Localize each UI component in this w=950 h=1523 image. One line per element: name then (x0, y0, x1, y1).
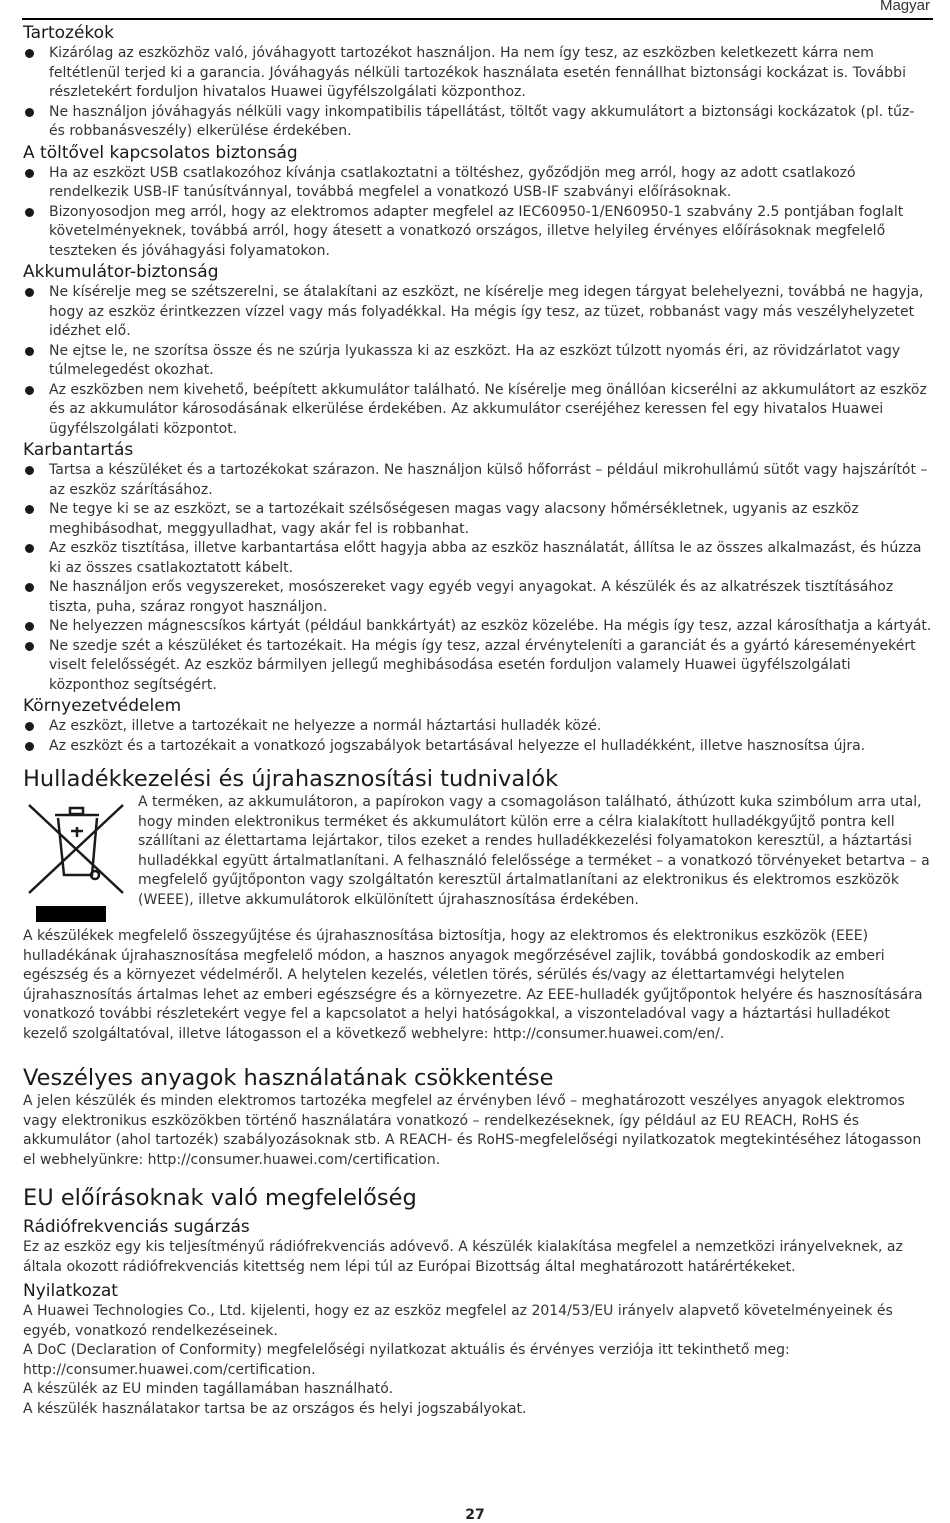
section-title-charger-safety: A töltővel kapcsolatos biztonság (23, 142, 298, 163)
section-title-hazardous-substances: Veszélyes anyagok használatának csökkentése (23, 1065, 554, 1091)
accessories-list (23, 44, 933, 142)
declaration-line: A DoC (Declaration of Conformity) megfelelőségi nyilatkozat aktuális és érvényes verziója itt tekinthető meg: http://consumer.huawei.com/certification. (23, 1342, 790, 1378)
section-title-eu-compliance: EU előírásoknak való megfelelőség (23, 1185, 417, 1211)
rf-exposure-body: Ez az eszköz egy kis teljesítményű rádiófrekvenciás adóvevő. A készülék kialakítása megfelel a nemzetközi irányelveknek, az általa okozott rádiófrekvenciás kitettség nem lépi túl az Európai Bizottság által meghatározott határértékeket. (23, 1239, 903, 1275)
list-item: Ne helyezzen mágnescsíkos kártyát (például bankkártyát) az eszköz közelébe. Ha mégis így tesz, azzal károsíthatja a kártyát. (23, 617, 933, 637)
hazardous-substances-body: A jelen készülék és minden elektromos tartozéka megfelel az érvényben lévő – meghatározott veszélyes anyagok elektromos vagy elektronikus eszközökben történő használatára vonatkozó – rendelkezéseknek, így például az EU REACH, RoHS és akkumulátor (ahol tartozék) szabályozásoknak stb. A REACH- és RoHS-megfelelőségi nyilatkozatok megtekintéséhez látogasson el webhelyünkre: http://consumer.huawei.com/certification. (23, 1093, 922, 1168)
list-item: Az eszközt, illetve a tartozékait ne helyezze a normál háztartási hulladék közé. (23, 717, 933, 737)
weee-block (23, 793, 933, 927)
list-item: Ne ejtse le, ne szorítsa össze és ne szúrja lyukassza ki az eszközt. Ha az eszközt túlzott nyomás éri, az rövidzárlatot vagy túlmelegedést okozhat. (23, 342, 933, 381)
subsection-title-rf-exposure: Rádiófrekvenciás sugárzás (23, 1217, 250, 1237)
section-title-environment: Környezetvédelem (23, 696, 182, 716)
list-item: Ha az eszközt USB csatlakozóhoz kívánja csatlakoztatni a töltéshez, győződjön meg arról, hogy az adott csatlakozó rendelkezik USB-IF tanúsítvánnyal, továbbá megfelel a vonatkozó USB-IF szabványi előírásoknak. (23, 164, 933, 203)
list-item: Ne szedje szét a készüléket és tartozékait. Ha mégis így tesz, azzal érvényteleníti a garanciát és a gyártó káreseményekért viselt felelősségét. Az eszköz bármilyen jellegű meghibásodása esetén forduljon valamely Huawei ügyfélszolgálati központhoz segítségért. (23, 637, 933, 696)
section-title-accessories: Tartozékok (23, 23, 114, 43)
crossed-out-bin-icon (23, 793, 138, 927)
declaration-line: A Huawei Technologies Co., Ltd. kijelenti, hogy ez az eszköz megfelel az 2014/53/EU irányelv alapvető követelményeinek és egyéb, vonatkozó rendelkezéseinek. (23, 1303, 893, 1339)
list-item: Az eszköz tisztítása, illetve karbantartása előtt hagyja abba az eszköz használatát, állítsa le az összes alkalmazást, és húzza ki az összes csatlakoztatott kábelt. (23, 539, 933, 578)
list-item: Az eszközben nem kivehető, beépített akkumulátor található. Ne kísérelje meg önállóan kicserélni az akkumulátort az eszköz és az akkumulátor károsodásának elkerülése érdekében. Az akkumulátor cseréjéhez keressen fel egy hivatalos Huawei ügyfélszolgálati központot. (23, 381, 933, 440)
list-item: Az eszközt és a tartozékait a vonatkozó jogszabályok betartásával helyezze el hulladékként, illetve hasznosítsa újra. (23, 737, 933, 757)
list-item: Tartsa a készüléket és a tartozékokat szárazon. Ne használjon külső hőforrást – például mikrohullámú sütőt vagy hajszárítót – az eszköz szárításához. (23, 461, 933, 500)
header-rule (22, 18, 933, 20)
subsection-title-declaration: Nyilatkozat (23, 1281, 118, 1301)
declaration-line: A készülék használatakor tartsa be az országos és helyi jogszabályokat. (23, 1400, 527, 1417)
disposal-body: A készülékek megfelelő összegyűjtése és újrahasznosítása biztosítja, hogy az elektromos és elektronikus eszközök (EEE) hulladékának újrahasznosítása megfelelő módon, a hasznos anyagok megőrzésével zajlik, továbbá gondoskodik az emberi egészség és a környezet védelméről. A helytelen kezelés, véletlen törés, sérülés és/vagy az élettartamvégi helytelen újrahasznosítás ártalmas lehet az emberi egészségre és a környezetre. Az EEE-hulladék gyűjtőpontok helyére és hasznosítására vonatkozó további részletekért vegye fel a kapcsolatot a helyi hatóságokkal, a viszonteladóval vagy a háztartási hulladékot kezelő szolgáltatóval, illetve látogasson el a következő webhelyre: http://consumer.huawei.com/en/. (23, 928, 923, 1042)
charger-safety-list (23, 164, 933, 262)
list-item: Ne tegye ki se az eszközt, se a tartozékait szélsőségesen magas vagy alacsony hőmérsékletnek, ugyanis az eszköz meghibásodhat, meggyulladhat, vagy akár fel is robbanhat. (23, 500, 933, 539)
document-body (23, 22, 933, 1419)
list-item: Kizárólag az eszközhöz való, jóváhagyott tartozékot használjon. Ha nem így tesz, az eszközben keletkezett kárra nem feltétlenül terjed ki a garancia. Jóváhagyás nélküli tartozékok használata esetén fennállhat biztonsági kockázat is. További részletekért forduljon hivatalos Huawei ügyfélszolgálati központhoz. (23, 44, 933, 103)
page-number: 27 (465, 1507, 485, 1523)
list-item: Ne kísérelje meg se szétszerelni, se átalakítani az eszközt, ne kísérelje meg idegen tárgyat belehelyezni, továbbá ne hagyja, hogy az eszköz érintkezzen vízzel vagy más folyadékkal. Ha mégis így tesz, az tüzet, robbanást vagy más veszélyhelyzetet idézhet elő. (23, 283, 933, 342)
battery-safety-list (23, 283, 933, 439)
list-item: Bizonyosodjon meg arról, hogy az elektromos adapter megfelel az IEC60950-1/EN60950-1 szabvány 2.5 pontjában foglalt követelményeknek, továbbá arról, hogy átesett a vonatkozó országos, illetve helyileg érvényes előírásoknak megfelelő teszteken és jóváhagyási folyamatokon. (23, 203, 933, 262)
disposal-intro: A terméken, az akkumulátoron, a papírokon vagy a csomagoláson található, áthúzott kuka szimbólum arra utal, hogy minden elektronikus terméket és akkumulátort külön erre a célra kialakított hulladékgyűjtő pontra kell szállítani az élettartama lejártakor, tilos ezeket a rendes hulladékkezelési folyamatokon keresztül, a háztartási hulladékkal együtt ártalmatlanítani. A felhasználó felelőssége a terméket – a vonatkozó törvényeket betartva – a megfelelő gyűjtőponton vagy szolgáltatón keresztül ártalmatlanítani az elektronikus és elektromos eszközök (WEEE), illetve akkumulátorok elkülönített újrahasznosítása érdekében. (138, 794, 930, 908)
declaration-line: A készülék az EU minden tagállamában használható. (23, 1381, 394, 1397)
section-title-maintenance: Karbantartás (23, 440, 134, 460)
list-item: Ne használjon erős vegyszereket, mosószereket vagy egyéb vegyi anyagokat. A készülék és az alkatrészek tisztításához tiszta, puha, száraz rongyot használjon. (23, 578, 933, 617)
environment-list (23, 717, 933, 756)
language-label: Magyar (879, 0, 930, 14)
list-item: Ne használjon jóváhagyás nélküli vagy inkompatibilis tápellátást, töltőt vagy akkumulátort a biztonsági kockázatok (pl. tűz- és robbanásveszély) elkerülése érdekében. (23, 103, 933, 142)
section-title-battery-safety: Akkumulátor-biztonság (23, 262, 219, 282)
section-title-disposal: Hulladékkezelési és újrahasznosítási tudnivalók (23, 766, 559, 792)
maintenance-list (23, 461, 933, 695)
